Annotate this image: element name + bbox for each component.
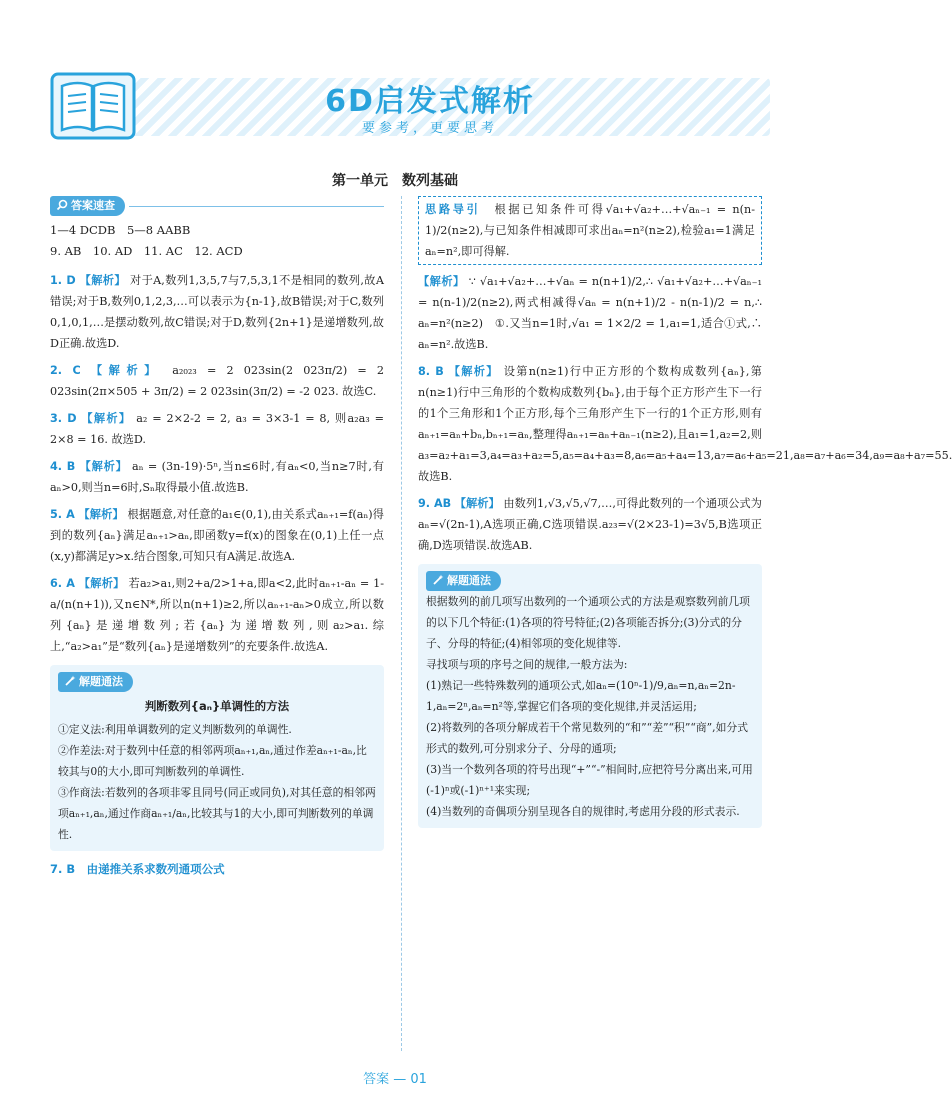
solution-item	[50, 573, 384, 657]
item-number: 5. A	[50, 508, 75, 521]
item-text: 对于A,数列1,3,5,7与7,5,3,1不是相同的数列,故A错误;对于B,数列0,1,2,3,…可以表示为{n-1},故B错误;对于C,数列0,1,0,1,…是摆动数列,故C错误;对于D,数列{2n+1}是递增数列,故D正确.故选D.	[50, 274, 384, 350]
item-7-heading: 7. B 由递推关系求数列通项公式	[50, 862, 225, 876]
item-text: 设第n(n≥1)行中正方形的个数构成数列{aₙ},第n(n≥1)行中三角形的个数构成数列{bₙ},由于每个正方形产生下一行的1个三角形和1个正方形,每个三角形产生下一行的1个正方形,则有aₙ₊₁=aₙ+bₙ,bₙ₊₁=aₙ,整理得aₙ₊₁=aₙ+aₙ₋₁(n≥2),且a₁=1,a₂=2,则a₃=a₂+a₁=3,a₄=a₃+a₂=5,a₅=a₄+a₃=8,a₆=a₅+a₄=13,a₇=a₆+a₅=21,a₈=a₇+a₆=34,a₉=a₈+a₇=55.故选B.	[418, 365, 952, 483]
think-guide-label: 思路导引	[425, 203, 481, 216]
right-column	[418, 196, 952, 828]
magic-wand-icon	[432, 574, 444, 586]
method-line: ②作差法:对于数列中任意的相邻两项aₙ₊₁,aₙ,通过作差aₙ₊₁-aₙ,比较其与0的大小,即可判断数列的单调性.	[58, 744, 367, 778]
solution-item	[50, 456, 384, 498]
item-text: 根据题意,对任意的a₁∈(0,1),由关系式aₙ₊₁=f(aₙ)得到的数列{aₙ}满足aₙ₊₁>aₙ,即函数y=f(x)的图象在(0,1)上任一点(x,y)都满足y>x.结合图象,可知只有A满足.故选A.	[50, 508, 384, 563]
page-title: 6D启发式解析	[325, 84, 535, 119]
analysis-tag: 【解析】	[90, 364, 163, 377]
method-line: ①定义法:利用单调数列的定义判断数列的单调性.	[58, 723, 292, 736]
think-guide-box	[418, 196, 762, 265]
solution-item	[418, 361, 952, 487]
item-number: 3. D	[50, 412, 77, 425]
method-label: 解题通法	[447, 574, 491, 587]
item-number: 4. B	[50, 460, 76, 473]
think-guide-text: 根据已知条件可得√a₁+√a₂+…+√aₙ₋₁ = n(n-1)/2(n≥2),与已知条件相减即可求出aₙ=n²(n≥2),检验a₁=1满足aₙ=n²,即可得解.	[425, 203, 755, 258]
column-divider	[401, 196, 402, 1051]
method-line: 寻找项与项的序号之间的规律,一般方法为:	[426, 658, 628, 671]
analysis-tag: 【解析】	[78, 508, 124, 521]
solution-item	[418, 493, 762, 556]
item-text: 若a₂>a₁,则2+a/2>1+a,即a<2,此时aₙ₊₁-aₙ = 1-a/(n(n+1)),又n∈N*,所以n(n+1)≥2,所以aₙ₊₁-aₙ>0成立,所以数列{aₙ}是递增数列;若{aₙ}为递增数列,则a₂>a₁.综上,“a₂>a₁”是“数列{aₙ}是递增数列”的充要条件.故选A.	[50, 577, 385, 653]
answer-check-header	[50, 196, 384, 216]
search-icon	[56, 199, 68, 211]
method-title: 判断数列{aₙ}单调性的方法	[144, 699, 290, 713]
item-number: 2. C	[50, 364, 81, 377]
page-footer: 答案 — 01	[363, 1072, 427, 1087]
item-number: 8. B	[418, 365, 444, 378]
method-line: (2)将数列的各项分解成若干个常见数列的“和”“差”“积”“商”,如分式形式的数列,可分别求分子、分母的通项;	[426, 721, 749, 755]
method-line: (1)熟记一些特殊数列的通项公式,如aₙ=(10ⁿ-1)/9,aₙ=n,aₙ=2n-1,aₙ=2ⁿ,aₙ=n²等,掌握它们各项的变化规律,并灵活运用;	[426, 679, 736, 713]
method-badge	[426, 571, 501, 591]
solution-item	[418, 271, 762, 355]
item-text: a₂₀₂₃ = 2 023sin(2 023π/2) = 2 023sin(2π×505 + 3π/2) = 2 023sin(3π/2) = -2 023. 故选C.	[50, 364, 384, 398]
header-banner	[50, 72, 770, 144]
magic-wand-icon	[64, 675, 76, 687]
unit-title: 第一单元 数列基础	[332, 173, 458, 189]
answer-check-badge	[50, 196, 125, 216]
analysis-tag: 【解析】	[78, 577, 125, 590]
method-line: ③作商法:若数列的各项非零且同号(同正或同负),对其任意的相邻两项aₙ₊₁,aₙ,通过作商aₙ₊₁/aₙ,比较其与1的大小,即可判断数列的单调性.	[58, 786, 376, 841]
item-text: a₂ = 2×2-2 = 2, a₃ = 3×3-1 = 8, 则a₂a₃ = 2×8 = 16. 故选D.	[50, 412, 384, 446]
page-subtitle: 要参考，更要思考	[361, 121, 498, 136]
method-label: 解题通法	[79, 675, 123, 688]
solution-item	[50, 504, 384, 567]
answer-row-2: 9. AB 10. AD 11. AC 12. ACD	[50, 244, 243, 258]
method-line: (3)当一个数列各项的符号出现“+”“-”相间时,应把符号分离出来,可用(-1)ⁿ或(-1)ⁿ⁺¹来实现;	[426, 763, 753, 797]
answer-check-label: 答案速查	[71, 199, 115, 212]
method-badge	[58, 672, 133, 692]
analysis-tag: 【解析】	[418, 275, 465, 288]
book-icon	[50, 72, 136, 142]
solution-item	[50, 270, 384, 354]
solution-item	[50, 408, 384, 450]
item-number: 9. AB	[418, 497, 452, 510]
analysis-tag: 【解析】	[81, 412, 132, 425]
item-number: 6. A	[50, 577, 75, 590]
method-line: 根据数列的前几项写出数列的一个通项公式的方法是观察数列前几项的以下几个特征:(1)各项的符号特征;(2)各项能否拆分;(3)分式的分子、分母的特征;(4)相邻项的变化规律等.	[426, 595, 750, 650]
item-text: ∵ √a₁+√a₂+…+√aₙ = n(n+1)/2,∴ √a₁+√a₂+…+√aₙ₋₁ = n(n-1)/2(n≥2),两式相减得√aₙ = n(n+1)/2 - n(n-1)/2 = n,∴ aₙ=n²(n≥2) ①.又当n=1时,√a₁ = 1×2/2 = 1,a₁=1,适合①式,∴ aₙ=n².故选B.	[418, 275, 762, 351]
answer-row-1: 1—4 DCDB 5—8 AABB	[50, 223, 191, 237]
analysis-tag: 【解析】	[454, 497, 500, 510]
answer-list	[50, 220, 384, 262]
item-number: 1. D	[50, 274, 76, 287]
left-column	[50, 196, 384, 880]
answer-check-rule	[129, 206, 384, 207]
method-box	[50, 665, 384, 851]
analysis-tag: 【解析】	[79, 460, 128, 473]
method-box	[418, 564, 762, 828]
item-text: aₙ = (3n-19)·5ⁿ,当n≤6时,有aₙ<0,当n≥7时,有aₙ>0,则当n=6时,Sₙ取得最小值.故选B.	[50, 460, 384, 494]
solution-item	[50, 360, 384, 402]
analysis-tag: 【解析】	[448, 365, 499, 378]
analysis-tag: 【解析】	[79, 274, 127, 287]
item-text: 由数列1,√3,√5,√7,…,可得此数列的一个通项公式为aₙ=√(2n-1),A选项正确,C选项错误.a₂₃=√(2×23-1)=3√5,B选项正确,D选项错误.故选AB.	[418, 497, 762, 552]
method-line: (4)当数列的奇偶项分别呈现各自的规律时,考虑用分段的形式表示.	[426, 805, 740, 818]
